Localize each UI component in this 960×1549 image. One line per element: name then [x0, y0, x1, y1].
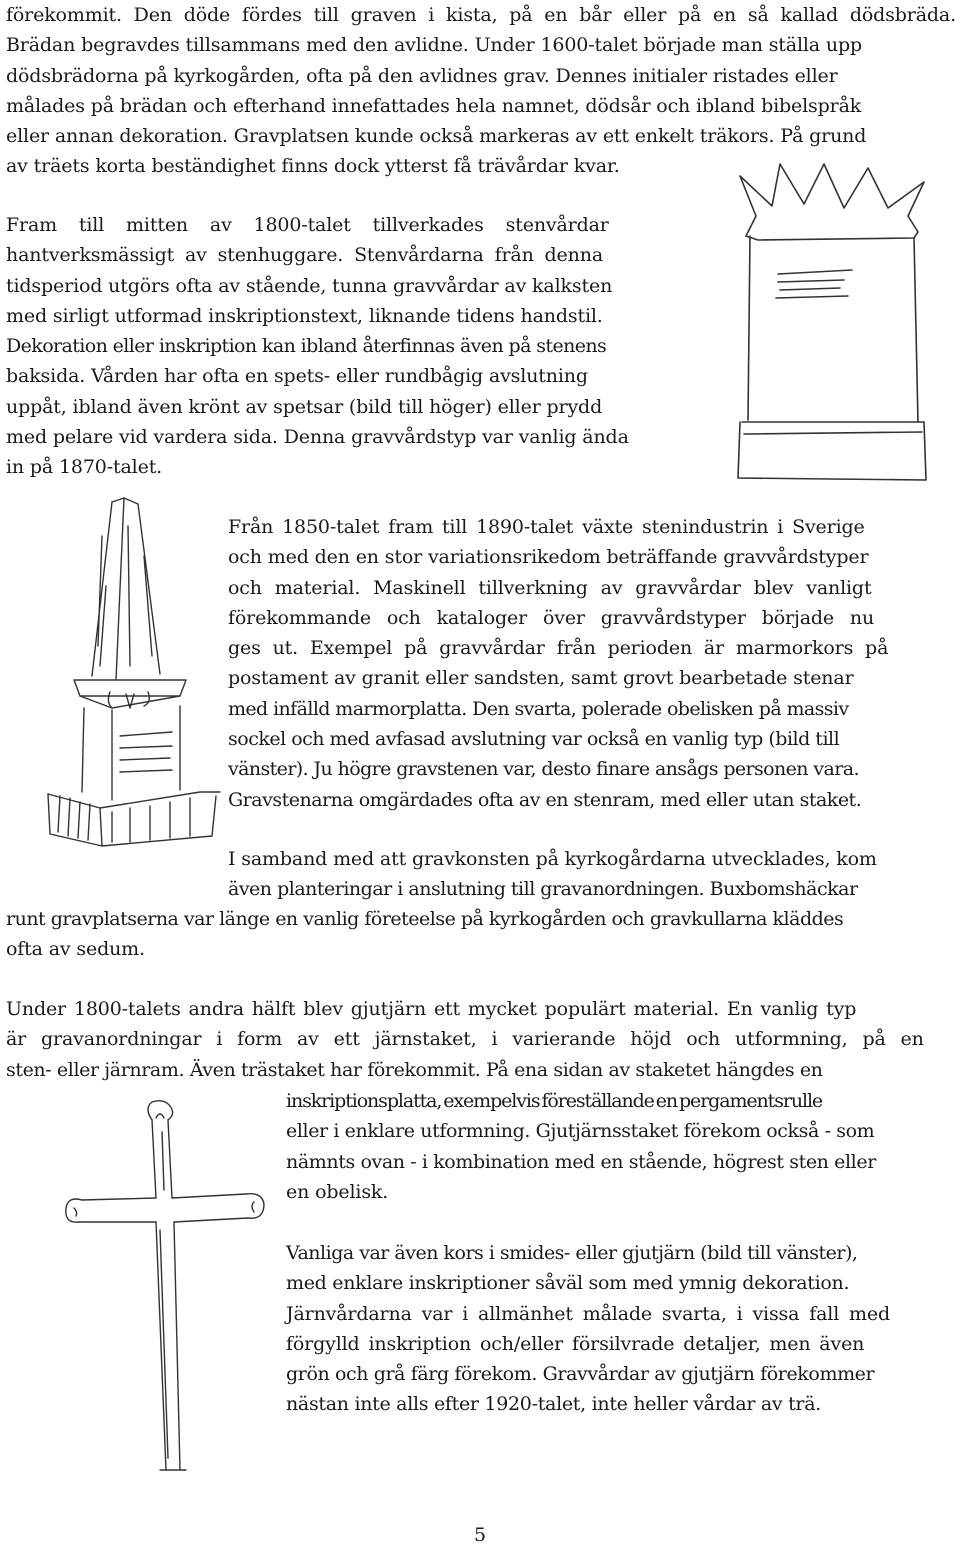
paragraph-cast-iron — [6, 994, 956, 1085]
text-line: grön och grå färg förekom. Gravvårdar av gjutjärn förekommer — [286, 1363, 875, 1386]
text-line: Från 1850-talet fram till 1890-talet växte stenindustrin i Sverige — [228, 516, 865, 538]
text-line: med enklare inskriptioner såväl som med ymnig dekoration. — [286, 1272, 850, 1295]
text-line: av träets korta beständighet finns dock ytterst få trävårdar kvar. — [6, 155, 620, 178]
obelisk-illustration — [40, 496, 225, 848]
text-line: ges ut. Exempel på gravvårdar från perioden är marmorkors på — [228, 637, 889, 660]
text-line: in på 1870-talet. — [6, 456, 163, 479]
text-line: Järnvårdarna var i allmänhet målade svarta, i vissa fall med — [286, 1302, 891, 1325]
paragraph-wooden-markers — [6, 0, 956, 182]
text-line: och med den en stor variationsrikedom beträffande gravvårdstyper — [228, 546, 869, 569]
text-line: förekommit. Den döde fördes till graven i kista, på en bår eller på en så kallad dödsbräda. — [6, 4, 956, 26]
text-line: Fram till mitten av 1800-talet tillverkades stenvårdar — [6, 214, 609, 236]
text-line: Vanliga var även kors i smides- eller gjutjärn (bild till vänster), — [286, 1242, 858, 1264]
crowned-headstone-illustration — [728, 160, 938, 490]
text-line: vänster). Ju högre gravstenen var, desto finare ansågs personen vara. — [228, 758, 859, 781]
text-line: även planteringar i anslutning till gravanordningen. Buxbomshäckar — [228, 878, 858, 901]
text-line: uppåt, ibland även krönt av spetsar (bild till höger) eller prydd — [6, 395, 603, 418]
text-line: I samband med att gravkonsten på kyrkogårdarna utvecklades, kom — [228, 848, 877, 870]
text-line: och material. Maskinell tillverkning av gravvårdar blev vanligt — [228, 576, 872, 599]
text-line: baksida. Vården har ofta en spets- eller rundbågig avslutning — [6, 365, 588, 388]
paragraph-plantings — [228, 844, 956, 905]
text-line: sten- eller järnram. Även trästaket har förekommit. På ena sidan av staketet hängdes en — [6, 1058, 823, 1081]
text-line: tidsperiod utgörs ofta av stående, tunna gravvårdar av kalksten — [6, 274, 613, 297]
page-number: 5 — [473, 1524, 487, 1546]
paragraph-iron-crosses — [286, 1238, 956, 1420]
text-line: är gravanordningar i form av ett järnstaket, i varierande höjd och utformning, på en — [6, 1028, 924, 1051]
text-line: Brädan begravdes tillsammans med den avlidne. Under 1600-talet började man ställa upp — [6, 34, 862, 57]
text-line: Gravstenarna omgärdades ofta av en stenram, med eller utan staket. — [228, 788, 862, 811]
text-line: inskriptionsplatta, exempelvis föreställande en pergamentsrulle — [286, 1090, 823, 1112]
text-line: målades på brädan och efterhand innefattades hela namnet, dödsår och ibland bibelspråk — [6, 94, 862, 117]
text-line: en obelisk. — [286, 1180, 389, 1203]
text-line: ofta av sedum. — [6, 938, 145, 961]
text-line: eller annan dekoration. Gravplatsen kunde också markeras av ett enkelt träkors. På grund — [6, 125, 867, 148]
text-line: postament av granit eller sandsten, samt grovt bearbetade stenar — [228, 667, 854, 690]
text-line: nästan inte alls efter 1920-talet, inte heller vårdar av trä. — [286, 1393, 821, 1416]
text-line: Dekoration eller inskription kan ibland återfinnas även på stenens — [6, 335, 607, 358]
paragraph-cast-iron-continued — [286, 1086, 956, 1207]
text-line: med infälld marmorplatta. Den svarta, polerade obelisken på massiv — [228, 697, 849, 720]
iron-cross-illustration — [60, 1098, 270, 1478]
text-line: med sirligt utformad inskriptionstext, liknande tidens handstil. — [6, 304, 603, 327]
text-line: med pelare vid vardera sida. Denna gravvårdstyp var vanlig ända — [6, 426, 629, 449]
text-line: dödsbrädorna på kyrkogården, ofta på den avlidnes grav. Dennes initialer ristades eller — [6, 64, 838, 87]
paragraph-stone-markers — [6, 210, 696, 483]
text-line: förekommande och kataloger över gravvårdstyper började nu — [228, 606, 875, 629]
text-line: eller i enklare utformning. Gjutjärnsstaket förekom också - som — [286, 1120, 875, 1143]
text-line: Under 1800-talets andra hälft blev gjutjärn ett mycket populärt material. En vanlig typ — [6, 998, 857, 1020]
paragraph-plantings-continued — [6, 904, 956, 965]
text-line: förgylld inskription och/eller försilvrade detaljer, men även — [286, 1332, 865, 1355]
paragraph-stone-industry — [228, 512, 956, 815]
text-line: hantverksmässigt av stenhuggare. Stenvårdarna från denna — [6, 244, 604, 267]
text-line: runt gravplatserna var länge en vanlig företeelse på kyrkogården och gravkullarna kläddes — [6, 908, 844, 930]
text-line: sockel och med avfasad avslutning var också en vanlig typ (bild till — [228, 728, 840, 751]
text-line: nämnts ovan - i kombination med en stående, högrest sten eller — [286, 1150, 876, 1173]
